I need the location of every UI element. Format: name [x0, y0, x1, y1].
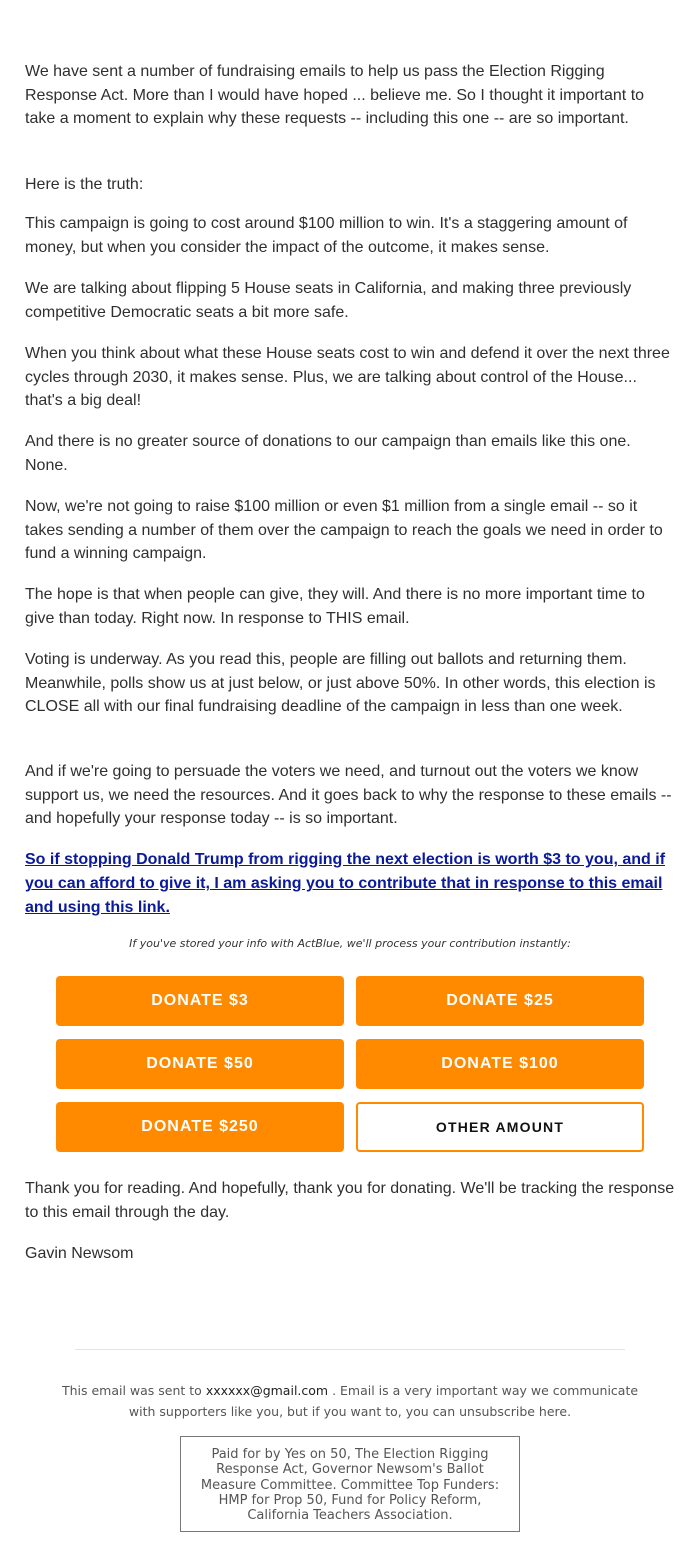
paragraph-thanks: Thank you for reading. And hopefully, thank you for donating. We'll be tracking the response to this email through the day. — [25, 1180, 675, 1221]
paragraph-hope: The hope is that when people can give, they will. And there is no more important time to give than today. Right now. In response to THIS email. — [25, 586, 645, 627]
donate-other-amount-button[interactable]: OTHER AMOUNT — [356, 1102, 644, 1152]
paragraph-voting: Voting is underway. As you read this, people are filling out ballots and returning them. Meanwhile, polls show us at just below, or just above 50%. In other words, this election is CLOSE all with our final fundraising deadline of the campaign in less than one week. — [25, 651, 656, 715]
paragraph-seats: We are talking about flipping 5 House seats in California, and making three previously competitive Democratic seats a bit more safe. — [25, 280, 632, 321]
footer-divider — [75, 1349, 625, 1350]
footer-sent-prefix: This email was sent to — [61, 1383, 202, 1398]
donate-250-button[interactable]: DONATE $250 — [56, 1102, 344, 1152]
paragraph-control: When you think about what these House seats cost to win and defend it over the next three cycles through 2030, it makes sense. Plus, we are talking about control of the House... that's a big deal! — [25, 345, 670, 409]
footer-notice — [50, 1380, 650, 1422]
recipient-email: xxxxxx@gmail.com — [205, 1383, 329, 1398]
signature: Gavin Newsom — [25, 1245, 134, 1262]
donate-25-button[interactable]: DONATE $25 — [356, 976, 644, 1026]
paragraph-source: And there is no greater source of donations to our campaign than emails like this one. None. — [25, 433, 631, 474]
cta-paragraph — [25, 848, 675, 920]
footer-sent-suffix: . — [567, 1404, 572, 1419]
unsubscribe-link[interactable]: unsubscribe here — [459, 1404, 568, 1419]
paid-for-by-box: Paid for by Yes on 50, The Election Rigging Response Act, Governor Newsom's Ballot Measure Committee. Committee Top Funders: HMP for Prop 50, Fund for Policy Reform, California Teachers Association. — [180, 1436, 520, 1532]
donate-50-button[interactable]: DONATE $50 — [56, 1039, 344, 1089]
paragraph-cost: This campaign is going to cost around $100 million to win. It's a staggering amount of money, but when you consider the impact of the outcome, it makes sense. — [25, 215, 628, 256]
paragraph-single-email: Now, we're not going to raise $100 million or even $1 million from a single email -- so it takes sending a number of them over the campaign to reach the goals we need in order to fund a winning campaign. — [25, 498, 663, 562]
donate-100-button[interactable]: DONATE $100 — [356, 1039, 644, 1089]
donate-3-button[interactable]: DONATE $3 — [56, 976, 344, 1026]
paragraph-intro: We have sent a number of fundraising emails to help us pass the Election Rigging Response Act. More than I would have hoped ... believe me. So I thought it important to take a moment to explain why these requests -- including this one -- are so important. — [25, 63, 645, 127]
cta-contribute-link[interactable]: So if stopping Donald Trump from rigging the next election is worth $3 to you, and if you can afford to give it, I am asking you to contribute that in response to this email and using this link. — [25, 851, 666, 916]
actblue-note: If you've stored your info with ActBlue, we'll process your contribution instantly: — [129, 937, 571, 950]
footer-sent-mid: . Email is a very important way we communicate with supporters like you, but if you want to, you can — [128, 1383, 639, 1419]
paragraph-resources: And if we're going to persuade the voters we need, and turnout out the voters we know support us, we need the resources. And it goes back to why the response to these emails -- and hopefully your response today -- is so important. — [25, 763, 672, 827]
paragraph-truth: Here is the truth: — [25, 176, 144, 193]
